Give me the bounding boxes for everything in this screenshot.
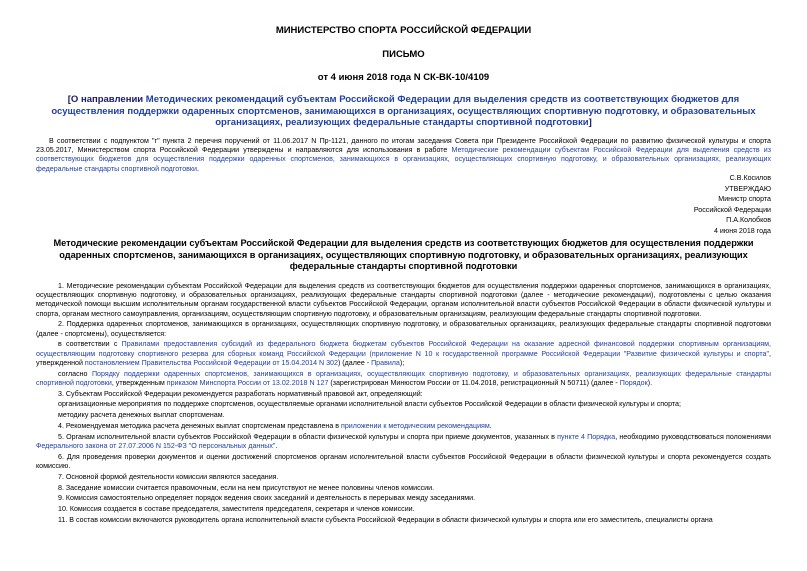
approval-block — [571, 174, 771, 238]
text: согласно — [58, 369, 92, 378]
title-suffix: ] — [588, 117, 592, 128]
rules-link[interactable]: Правилами предоставления субсидий из федерального бюджета бюджетам субъектов Российской Федерации на оказание адресной финансовой поддержки спортивным организациям, осуществляющим подготовку спортивного резерва для сборных команд Российской Федерации (приложение N 10 к государственной программе Российской Федерации "Развитие физической культуры и спорта" — [36, 340, 771, 358]
text: , утвержденным — [111, 378, 167, 387]
order-link[interactable]: Порядку поддержки одаренных спортсменов, занимающихся в организациях, осуществляющих спортивную подготовку, и образовательных организациях, реализующих федеральные стандарты спортивной подготовки — [36, 369, 771, 387]
paragraph-2: 2. Поддержка одаренных спортсменов, занимающихся в организациях, осуществляющих спортивную подготовку, и образовательных организациях, реализующих федеральные стандарты спортивной подготовки (далее - спортсмены), осуществляется: — [36, 320, 771, 338]
federal-law-link[interactable]: Федерального закона от 27.07.2006 N 152-ФЗ "О персональных данных" — [36, 442, 276, 450]
text: , утвержденной — [36, 349, 771, 367]
text: ). — [647, 378, 653, 387]
org-name: МИНИСТЕРСТВО СПОРТА РОССИЙСКОЙ ФЕДЕРАЦИИ — [275, 25, 532, 36]
ministry-order-link[interactable]: приказом Минспорта России от 13.02.2018 N 127 — [166, 378, 329, 387]
approval-date: 4 июня 2018 года — [714, 226, 771, 235]
text: 4. Рекомендуемая методика расчета денежных выплат спортсменам представлена в — [58, 422, 341, 430]
document-title — [46, 94, 761, 129]
text: ); — [399, 358, 405, 367]
intro-text-end: . — [196, 164, 199, 173]
signer-name: С.В.Косилов — [729, 174, 771, 182]
paragraph-2-order — [36, 370, 771, 388]
intro-link[interactable]: Методические рекомендации субъектам Российской Федерации для выделения средств из соответствующих бюджетов для осуществления поддержки одаренных спортсменов, занимающихся в организациях, осуществляющих спортивную подготовку, и образовательных организациях, реализующих федеральные стандарты спортивной подготовки — [36, 146, 771, 173]
text: . — [489, 422, 492, 430]
text: , необходимо руководствоваться положениями — [615, 432, 771, 441]
text: ) (далее - — [337, 358, 372, 367]
paragraph-5 — [36, 433, 771, 451]
intro-text: В соответствии с подпунктом "г" пункта 2 перечня поручений от 11.06.2017 N Пр-1121, данного по итогам заседания Совета при Президенте Российской Федерации по развитию физической культуры и спорта 23.05.2017, Министерством спорта Российской Федерации утверждены и направляются для использования в работе — [36, 137, 771, 155]
text: в соответствии с — [58, 340, 122, 349]
text: 5. Органам исполнительной власти субъектов Российской Федерации в области физической культуры и спорта при приеме документов, указанных в — [58, 432, 558, 441]
recommendations-body — [36, 282, 771, 527]
document-date-number: от 4 июня 2018 года N СК-ВК-10/4109 — [317, 72, 490, 83]
paragraph-6: 6. Для проведения проверки документов и оценки достижений спортсменов органам исполнительной власти субъектов Российской Федерации в области физической культуры и спорта рекомендуется создать комиссию. — [36, 452, 771, 470]
paragraph-2-rules — [36, 340, 771, 368]
title-prefix: [О направлении — [67, 94, 146, 105]
order-point-link[interactable]: пункте 4 Порядка — [557, 432, 616, 441]
paragraph-3-item-2: методику расчета денежных выплат спортсменам. — [58, 411, 225, 420]
appendix-link[interactable]: приложении к методическим рекомендациям — [341, 422, 490, 430]
paragraph-11: 11. В состав комиссии включаются руководитель органа исполнительной власти субъекта Российской Федерации в области физической культуры и спорта или его заместитель, специалисты органа — [58, 515, 713, 524]
approved-label: УТВЕРЖДАЮ — [724, 184, 771, 193]
paragraph-10: 10. Комиссия создается в составе председателя, заместителя председателя, секретаря и членов комиссии. — [58, 505, 415, 514]
paragraph-4 — [36, 422, 771, 431]
text: . — [275, 442, 278, 450]
paragraph-3-item-1: организационные мероприятия по поддержке спортсменов, осуществляемые органами исполнительной власти субъектов Российской Федерации в области физической культуры и спорта; — [58, 400, 681, 409]
decree-link[interactable]: постановлением Правительства Российской Федерации от 15.04.2014 N 302 — [84, 358, 338, 367]
text: (зарегистрирован Минюстом России от 11.04.2018, регистрационный N 50711) (далее - — [328, 378, 620, 387]
recommendations-title: Методические рекомендации субъектам Российской Федерации для выделения средств из соответствующих бюджетов для осуществления поддержки одаренных спортсменов, занимающихся в организациях, осуществляющих спортивную подготовку, и образовательных организациях, реализующих федеральные стандарты спортивной подготовки — [53, 238, 754, 272]
approver-name: П.А.Колобков — [726, 216, 771, 225]
rules-short-link[interactable]: Правила — [371, 358, 400, 367]
approver-position: Министр спорта — [718, 195, 771, 204]
title-link[interactable]: Методических рекомендаций субъектам Российской Федерации для выделения средств из соответствующих бюджетов для осуществления поддержки одаренных спортсменов, занимающихся в организациях, осуществляющих спортивную подготовку, и образовательных организациях, реализующих федеральные стандарты спортивной подготовки — [51, 94, 756, 128]
order-short-link[interactable]: Порядок — [619, 378, 648, 387]
paragraph-3: 3. Субъектам Российской Федерации рекомендуется разработать нормативный правовой акт, определяющий: — [58, 389, 423, 398]
paragraph-1: 1. Методические рекомендации субъектам Российской Федерации для выделения средств из соответствующих бюджетов для осуществления поддержки одаренных спортсменов, занимающихся в организациях, осуществляющих спортивную подготовку, и образовательных организациях, реализующих федеральные стандарты спортивной подготовки (далее - методические рекомендации), подготовлены с целью оказания методической помощи высшим исполнительным органам государственной власти субъектов Российской Федерации, органам исполнительной власти субъектов Российской Федерации в области физической культуры и спорта, органам местного самоуправления, организациям, осуществляющим спортивную подготовку, и образовательным организациям, реализующим федеральные стандарты спортивной подготовки. — [36, 282, 771, 318]
approver-position-org: Российской Федерации — [693, 205, 771, 214]
document-type: ПИСЬМО — [382, 49, 425, 60]
intro-paragraph — [36, 137, 771, 174]
paragraph-7: 7. Основной формой деятельности комиссии являются заседания. — [58, 472, 279, 481]
paragraph-8: 8. Заседание комиссии считается правомочным, если на нем присутствуют не менее половины членов комиссии. — [58, 483, 435, 492]
paragraph-9: 9. Комиссия самостоятельно определяет порядок ведения своих заседаний и деятельность в перерывах между заседаниями. — [58, 494, 476, 503]
